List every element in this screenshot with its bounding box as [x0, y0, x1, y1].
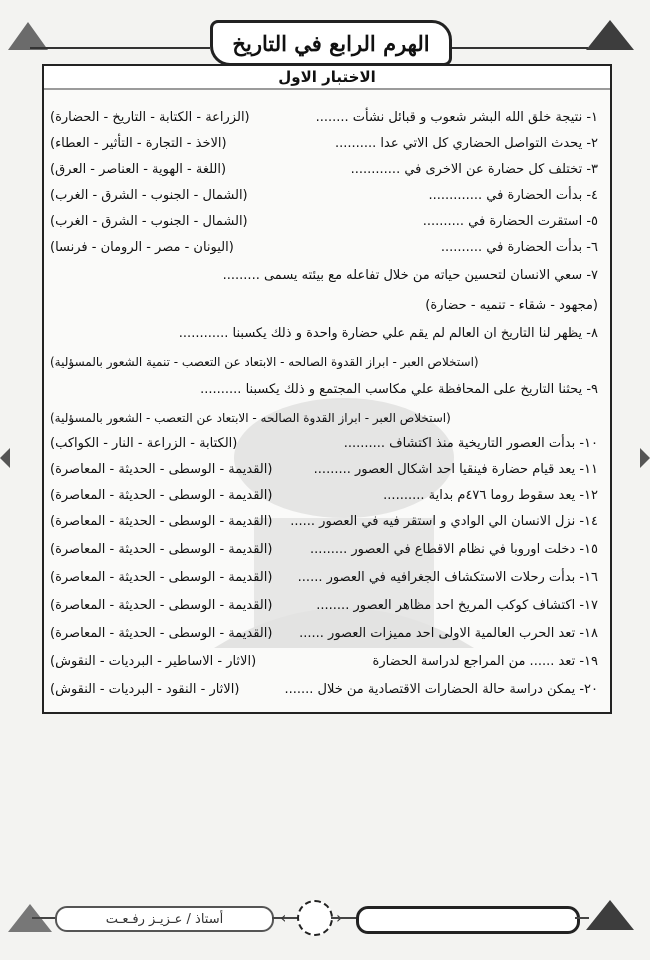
page-title: الهرم الرابع في التاريخ — [210, 20, 452, 66]
question-row — [50, 650, 598, 674]
answer-options: (استخلاص العبر - ابراز القدوة الصالحه - الابتعاد عن التعصب - تنمية الشعور بالمسؤلية) — [50, 355, 479, 369]
question-text: ٣- تختلف كل حضارة عن الاخرى في ............ — [350, 162, 598, 177]
question-text: ١٦- بدأت رحلات الاستكشاف الجغرافيه في العصور ...... — [297, 570, 598, 585]
header-rule — [30, 47, 210, 49]
answer-options: (القديمة - الوسطى - الحديثة - المعاصرة) — [50, 626, 273, 641]
question-text: ١٥- دخلت اوروبا في نظام الاقطاع في العصور ......... — [310, 542, 598, 557]
left-arrow-icon — [0, 448, 10, 468]
triangle-decoration-icon — [8, 22, 48, 50]
question-row — [50, 106, 598, 130]
question-text: ١٢- يعد سقوط روما ٤٧٦م بداية .......... — [383, 488, 598, 503]
answer-options: (القديمة - الوسطى - الحديثة - المعاصرة) — [50, 542, 273, 557]
answer-row — [50, 350, 598, 374]
answer-options: (الشمال - الجنوب - الشرق - الغرب) — [50, 214, 248, 229]
question-text: ٧- سعي الانسان لتحسين حياته من خلال تفاعله مع بيئته يسمى ......... — [222, 268, 598, 283]
answer-options: (القديمة - الوسطى - الحديثة - المعاصرة) — [50, 462, 273, 477]
answer-options: (مجهود - شقاء - تنميه - حضارة) — [425, 298, 598, 313]
answer-options: (الزراعة - الكتابة - التاريخ - الحضارة) — [50, 110, 250, 125]
question-text: ٦- بدأت الحضارة في .......... — [440, 240, 598, 255]
question-text: ١٤- نزل الانسان الي الوادي و استقر فيه في العصور ...... — [290, 514, 598, 529]
question-row — [50, 622, 598, 646]
answer-row — [50, 406, 598, 430]
question-row — [50, 594, 598, 618]
footer-rule — [331, 917, 357, 919]
question-row — [50, 210, 598, 234]
answer-options: (اللغة - الهوية - العناصر - العرق) — [50, 162, 227, 177]
answer-options: (استخلاص العبر - ابراز القدوة الصالحه - الابتعاد عن التعصب - الشعور بالمسؤلية) — [50, 411, 451, 425]
question-text: ١٠- بدأت العصور التاريخية منذ اكتشاف .......... — [343, 436, 598, 451]
answer-options: (القديمة - الوسطى - الحديثة - المعاصرة) — [50, 488, 273, 503]
question-text: ١٩- تعد ...... من المراجع لدراسة الحضارة — [372, 654, 598, 669]
question-text: ١٧- اكتشاف كوكب المريخ احد مظاهر العصور ........ — [316, 598, 598, 613]
question-row — [50, 432, 598, 456]
question-text: ٢٠- يمكن دراسة حالة الحضارات الاقتصادية من خلال ....... — [284, 682, 598, 697]
question-row — [50, 538, 598, 562]
answer-options: (القديمة - الوسطى - الحديثة - المعاصرة) — [50, 514, 273, 529]
question-row — [50, 566, 598, 590]
footer-rule — [32, 917, 56, 919]
question-row — [50, 236, 598, 260]
question-text: ١١- يعد قيام حضارة فينقيا احد اشكال العصور ......... — [313, 462, 598, 477]
author-name: أستاذ / عـزيـز رفـعـت — [55, 906, 274, 932]
question-row — [50, 484, 598, 508]
question-row — [50, 184, 598, 208]
section-title: الاختبار الاول — [42, 64, 612, 90]
right-arrow-icon — [640, 448, 650, 468]
answer-options: (الاثار - النقود - البرديات - النقوش) — [50, 682, 240, 697]
triangle-decoration-icon — [586, 20, 634, 50]
page-number-circle — [297, 900, 333, 936]
answer-options: (اليونان - مصر - الرومان - فرنسا) — [50, 240, 234, 255]
question-text: ٤- بدأت الحضارة في ............. — [428, 188, 598, 203]
header-rule — [446, 47, 588, 49]
question-row — [50, 132, 598, 156]
question-text: ١٨- تعد الحرب العالمية الاولى احد مميزات العصور ...... — [299, 626, 598, 641]
answer-options: (الكتابة - الزراعة - النار - الكواكب) — [50, 436, 238, 451]
question-text: ١- نتيجة خلق الله البشر شعوب و قبائل نشأت ........ — [315, 110, 598, 125]
answer-options: (الشمال - الجنوب - الشرق - الغرب) — [50, 188, 248, 203]
triangle-decoration-icon — [586, 900, 634, 930]
chevron-left-icon: ‹ — [280, 908, 287, 927]
question-row — [50, 158, 598, 182]
question-row — [50, 678, 598, 702]
question-row — [50, 322, 598, 346]
answer-options: (الاخذ - التجارة - التأثير - العطاء) — [50, 136, 227, 151]
question-row — [50, 378, 598, 402]
question-text: ٥- استقرت الحضارة في .......... — [422, 214, 598, 229]
footer-blank-box — [356, 906, 580, 934]
question-row — [50, 264, 598, 288]
answer-options: (القديمة - الوسطى - الحديثة - المعاصرة) — [50, 598, 273, 613]
answer-row — [50, 294, 598, 318]
question-row — [50, 458, 598, 482]
question-row — [50, 510, 598, 534]
question-text: ٨- يظهر لنا التاريخ ان العالم لم يقم علي حضارة واحدة و ذلك يكسبنا ............ — [178, 326, 598, 341]
question-text: ٩- يحثنا التاريخ على المحافظة علي مكاسب المجتمع و ذلك يكسبنا .......... — [200, 382, 598, 397]
answer-options: (القديمة - الوسطى - الحديثة - المعاصرة) — [50, 570, 273, 585]
question-text: ٢- يحدث التواصل الحضاري كل الاتي عدا .......... — [334, 136, 598, 151]
answer-options: (الاثار - الاساطير - البرديات - النقوش) — [50, 654, 257, 669]
